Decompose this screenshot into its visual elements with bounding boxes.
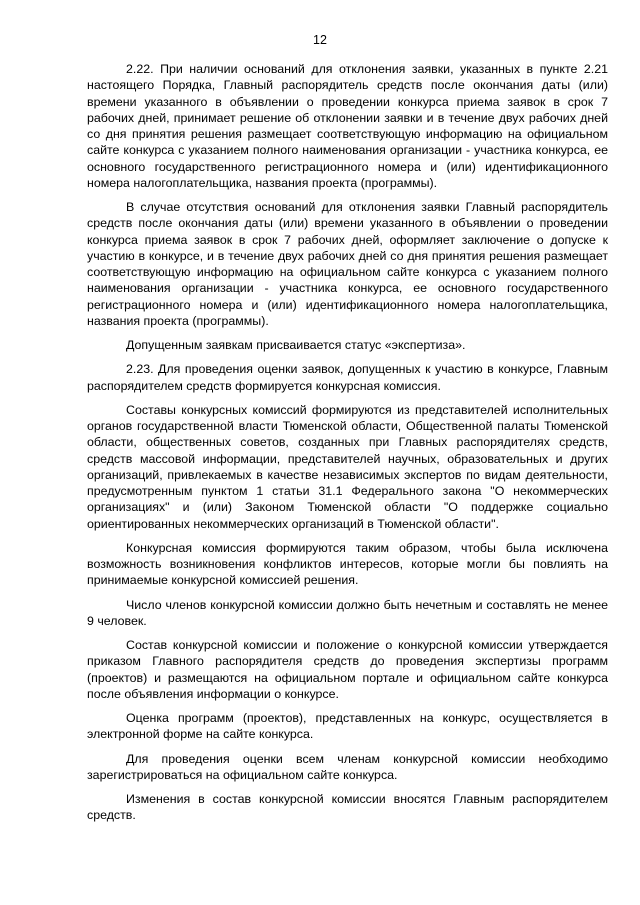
page-number: 12 xyxy=(313,33,327,47)
paragraph-composition-changes: Изменения в состав конкурсной комиссии вносятся Главным распорядителем средств. xyxy=(87,792,608,823)
paragraph-registration: Для проведения оценки всем членам конкурсной комиссии необходимо зарегистрироваться на официальном сайте конкурса. xyxy=(87,751,608,782)
paragraph-conflict-of-interest: Конкурсная комиссия формируются таким образом, чтобы была исключена возможность возникновения конфликтов интересов, которые могли бы повлиять на принимаемые конкурсной комиссией решения. xyxy=(87,540,608,588)
paragraph-2-22: 2.22. При наличии оснований для отклонения заявки, указанных в пункте 2.21 настоящего Порядка, Главный распорядитель средств после окончания даты (или) времени указанного в объявлении о проведении конкурса приема заявок в срок 7 рабочих дней, принимает решение об отклонении заявки и в течение двух рабочих дней со дня принятия решения размещает соответствующую информацию на официальном сайте конкурса с указанием полного наименования организации - участника конкурса, ее основного государственного регистрационного номера и (или) идентификационного номера налогоплательщика, названия проекта (программы). xyxy=(87,62,608,190)
paragraph-commission-approval: Состав конкурсной комиссии и положение о конкурсной комиссии утверждается приказом Главного распорядителя средств до проведения экспертизы программ (проектов) и размещаются на официальном портале и официальном сайте конкурса после объявления информации о конкурсе. xyxy=(87,638,608,701)
paragraph-electronic-evaluation: Оценка программ (проектов), представленных на конкурс, осуществляется в электронной форме на сайте конкурса. xyxy=(87,711,608,742)
paragraph-2-23: 2.23. Для проведения оценки заявок, допущенных к участию в конкурсе, Главным распорядителем средств формируется конкурсная комиссия. xyxy=(87,362,608,393)
paragraph-member-count: Число членов конкурсной комиссии должно быть нечетным и составлять не менее 9 человек. xyxy=(87,597,608,628)
paragraph-expertise-status: Допущенным заявкам присваивается статус «экспертиза». xyxy=(126,338,466,352)
paragraph-commission-composition: Составы конкурсных комиссий формируются из представителей исполнительных органов государственной власти Тюменской области, Общественной палаты Тюменской области, общественных советов, созданных при Главных распорядителях средств, средств массовой информации, представителей научных, образовательных и других организаций, привлекаемых в качестве независимых экспертов по видам деятельности, предусмотренным пунктом 1 статьи 31.1 Федерального закона "О некоммерческих организациях" и (или) Законом Тюменской области "О поддержке социально ориентированных некоммерческих организаций в Тюменской области". xyxy=(87,402,608,531)
paragraph-no-grounds-for-rejection: В случае отсутствия оснований для отклонения заявки Главный распорядитель средств после окончания даты (или) времени указанного в объявлении о проведении конкурса приема заявок в срок 7 рабочих дней, оформляет заключение о допуске к участию в конкурсе, и в течение двух рабочих дней со дня принятия решения размещает соответствующую информацию на официальном сайте конкурса с указанием полного наименования организации - участника конкурса, ее основного государственного регистрационного номера и (или) идентификационного номера налогоплательщика, названия проекта (программы). xyxy=(87,200,608,328)
document-body xyxy=(87,61,608,832)
